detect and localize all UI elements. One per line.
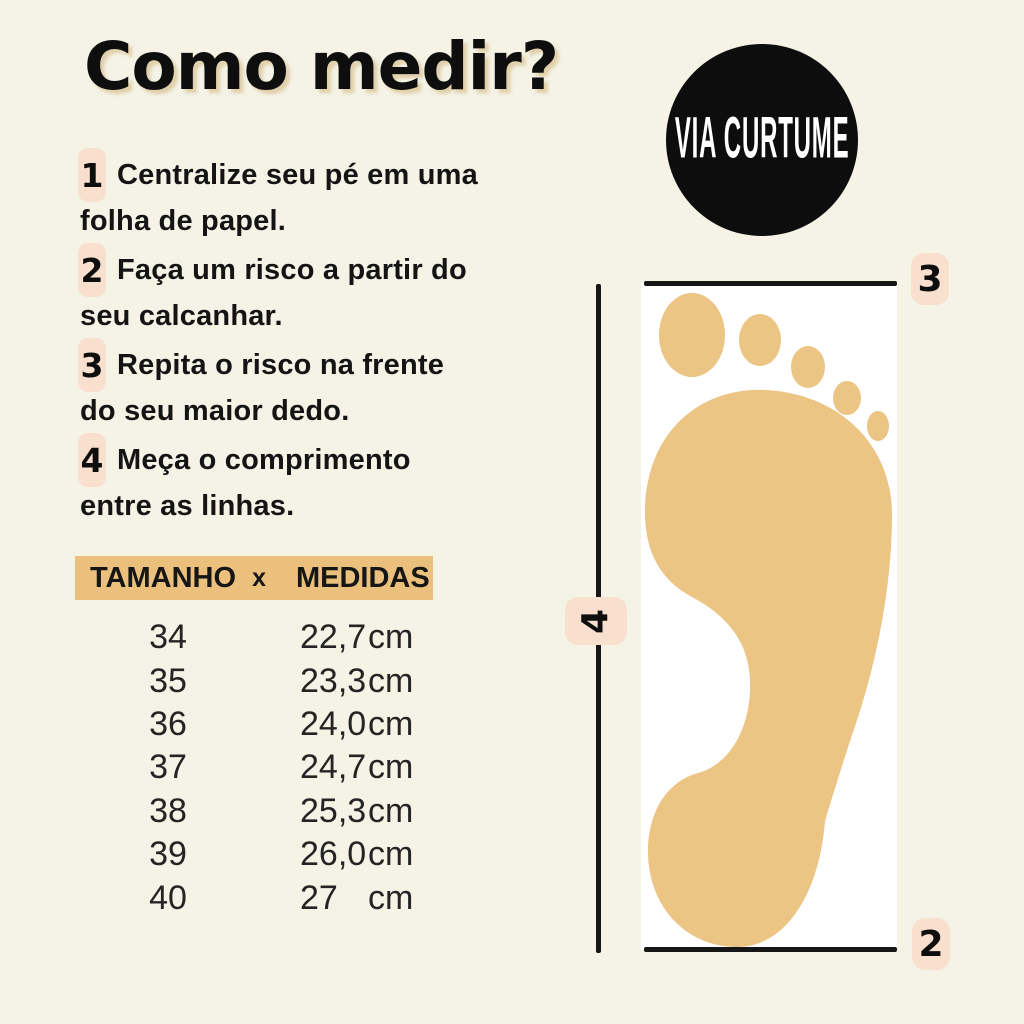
toe-icon [833,381,861,415]
measurement-paper [641,283,897,950]
table-row [75,876,433,919]
step-number-badge: 3 [78,338,106,392]
cell-measure: 26,0 [300,835,367,874]
header-col-tamanho: TAMANHO [90,561,237,594]
measure-label-text: 2 [918,923,944,965]
cell-measure: 22,7 [300,618,367,657]
step-text-line2: do seu maior dedo. [80,394,350,427]
cell-size: 39 [149,835,187,874]
measure-label-text: 4 [575,608,617,634]
step-2 [78,243,598,331]
measure-label-3 [911,253,949,305]
step-text-line1: Meça o comprimento [117,443,411,476]
cell-measure: 25,3 [300,791,367,830]
cell-unit: cm [368,878,414,917]
table-row [75,616,433,659]
table-row [75,833,433,876]
footprint-illustration [641,283,897,950]
toe-icon [791,346,825,388]
table-row [75,703,433,746]
cell-size: 38 [149,791,187,830]
big-toe-icon [659,293,725,377]
cell-size: 34 [149,618,187,657]
cell-unit: cm [368,704,414,743]
cell-size: 36 [149,704,187,743]
size-table-header [75,556,433,600]
measure-line-heel [644,947,897,952]
step-number-badge: 1 [78,148,106,202]
step-4 [78,433,598,521]
foot-sole-shape [645,390,892,947]
step-text-line1: Faça um risco a partir do [117,253,467,286]
step-3 [78,338,598,426]
step-text-line2: seu calcanhar. [80,299,283,332]
size-table [75,556,433,920]
page-title: Como medir? [84,28,559,105]
measure-label-text: 3 [917,258,943,300]
cell-unit: cm [368,791,414,830]
step-1 [78,148,598,236]
cell-measure: 24,7 [300,748,367,787]
cell-unit: cm [368,618,414,657]
table-row [75,659,433,702]
toe-icon [867,411,889,441]
step-text-line2: entre as linhas. [80,489,295,522]
measure-line-toe [644,281,897,286]
header-col-medidas: MEDIDAS [295,561,430,594]
size-table-body [75,616,433,920]
cell-size: 37 [149,748,187,787]
cell-size: 35 [149,661,187,700]
brand-logo-text: VIA CURTUME [674,106,850,172]
step-text-line1: Centralize seu pé em uma [117,158,478,191]
step-text-line1: Repita o risco na frente [117,348,445,381]
step-number-badge: 4 [78,433,106,487]
cell-unit: cm [368,661,414,700]
cell-size: 40 [149,878,187,917]
toe-icon [739,314,781,366]
cell-unit: cm [368,748,414,787]
cell-measure: 24,0 [300,704,367,743]
step-number-badge: 2 [78,243,106,297]
cell-measure: 23,3 [300,661,367,700]
instruction-steps [78,148,598,528]
header-separator-x: x [252,563,266,592]
measure-label-4 [565,597,627,645]
table-row [75,790,433,833]
brand-logo [666,44,858,236]
measure-label-2 [912,918,950,970]
cell-measure: 27 [300,878,338,917]
cell-unit: cm [368,835,414,874]
table-row [75,746,433,789]
step-text-line2: folha de papel. [80,204,287,237]
